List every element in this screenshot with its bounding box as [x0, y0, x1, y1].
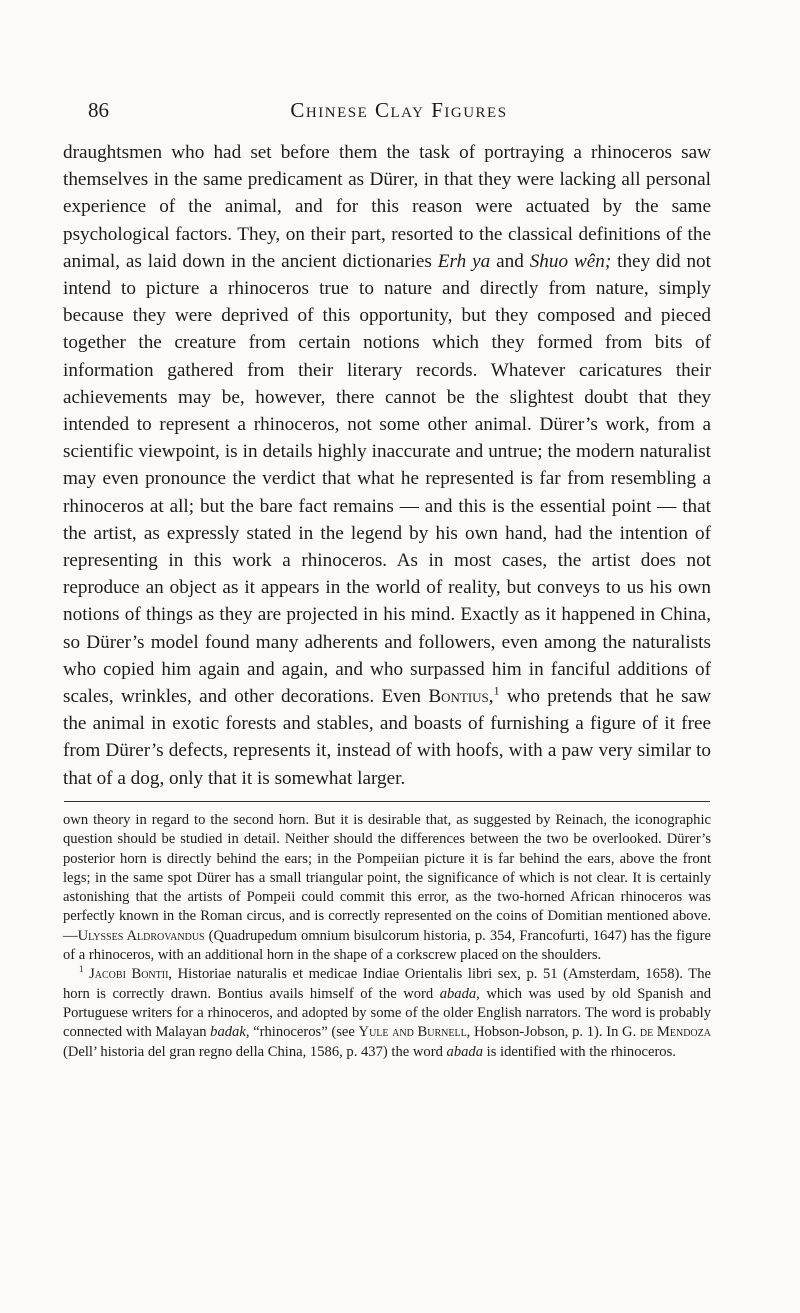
footnote-1	[63, 965, 711, 1061]
footnote-divider	[64, 801, 710, 802]
footnote-marker: 1	[79, 964, 84, 975]
body-text-part: who pretends that he saw the animal in exotic forests and stables, and boasts of furnishing a figure of it free from Dürer’s defects, represents it, instead of with hoofs, with a paw very similar to that of a dog, only that it is somewhat larger.	[63, 686, 711, 789]
body-text-part: they did not intend to picture a rhinoceros true to nature and directly from nature, simply because they were deprived of this opportunity, but they composed and pieced together the creature from certain notions which they formed from bits of information gathered from their literary records. Whatever caricatures their achievements may be, however, there cannot be the slightest doubt that they intended to represent a rhinoceros, not some other animal. Dürer’s work, from a scientific viewpoint, is in details highly inaccurate and untrue; the modern naturalist may even pronounce the verdict that what he represented is far from resembling a rhinoceros at all; but the bare fact remains — and this is the essential point — that the artist, as expressly stated in the legend by his own hand, had the intention of representing in this work a rhinoceros. As in most cases, the artist does not reproduce an object as it appears in the world of reality, but conveys to us his own notions of things as they are projected in his mind. Exactly as it happened in China, so Dürer’s model found many adherents and followers, even among the naturalists who copied him again and again, and who surpassed him in fanciful additions of scales, wrinkles, and other decorations. Even	[63, 250, 711, 708]
footnote-text: is identified with the rhinoceros.	[483, 1043, 676, 1060]
footnote-text: (Quadrupedum omnium bisulcorum historia, p. 354, Francofurti, 1647) has the figure of a rhinoceros, with an additional horn in the shape of a corkscrew placed on the shoulders.	[63, 927, 711, 964]
footnote-text: own theory in regard to the second horn. But it is desirable that, as suggested by Reinach, the iconographic question should be studied in detail. Neither should the differences between the two be overlooked. Dürer’s posterior horn is directly behind the ears; in the Pompeiian picture it is far behind the ears, above the front legs; in the same spot Dürer has a small triangular point, the significance of which is not clear. It is certainly astonishing that the artists of Pompeii could commit this error, as the two-horned African rhinoceros was perfectly known in the Roman circus, and is correctly represented on the coins of Domitian mentioned above.—	[63, 812, 711, 944]
footnote-reference: 1	[493, 683, 500, 698]
author-name: Yule and Burnell,	[358, 1024, 471, 1041]
italic-word: abada,	[439, 985, 480, 1002]
paragraph	[63, 139, 711, 792]
page-number: 86	[88, 98, 109, 122]
footnote-text: “rhinoceros” (see	[249, 1024, 359, 1041]
body-text-part: draughtsmen who had set before them the task of portraying a rhinoceros saw themselves in the same predicament as Dürer, in that they were lacking all personal experience of the animal, and for this reason were actuated by the same psychological factors. They, on their part, resorted to the classical definitions of the animal, as laid down in the ancient dictionaries	[63, 142, 711, 272]
footnote-text: Hobson-Jobson, p. 1). In	[470, 1024, 623, 1041]
italic-word: abada	[446, 1043, 484, 1060]
footnotes	[63, 811, 711, 1062]
footnote-text: which was used by old Spanish and Portuguese writers for a rhinoceros, and adopted by some of the older English narrators. The word is probably connected with Malayan	[63, 985, 711, 1041]
body-text-part: and	[490, 250, 530, 272]
author-name: Jacobi Bontii,	[89, 966, 173, 983]
author-name: Ulysses Aldrovandus	[77, 927, 205, 944]
running-head	[88, 98, 710, 128]
author-name: G. de Mendoza	[622, 1024, 711, 1041]
footnote-continuation	[63, 811, 711, 965]
italic-word: badak,	[210, 1024, 250, 1041]
running-title	[88, 98, 710, 123]
footnote-text: Historiae naturalis et medicae Indiae Orientalis libri sex, p. 51 (Amsterdam, 1658). The horn is correctly drawn. Bontius avails himself of the word	[63, 966, 711, 1002]
running-title-text: Chinese Clay Figures	[290, 98, 508, 122]
author-name: Bontius,	[428, 686, 494, 708]
main-paragraph	[63, 139, 711, 792]
dictionary-title: Erh ya	[437, 250, 491, 272]
dictionary-title: Shuo wên;	[529, 250, 612, 272]
footnote-text: (Dell’ historia del gran regno della China, 1586, p. 437) the word	[63, 1043, 447, 1060]
